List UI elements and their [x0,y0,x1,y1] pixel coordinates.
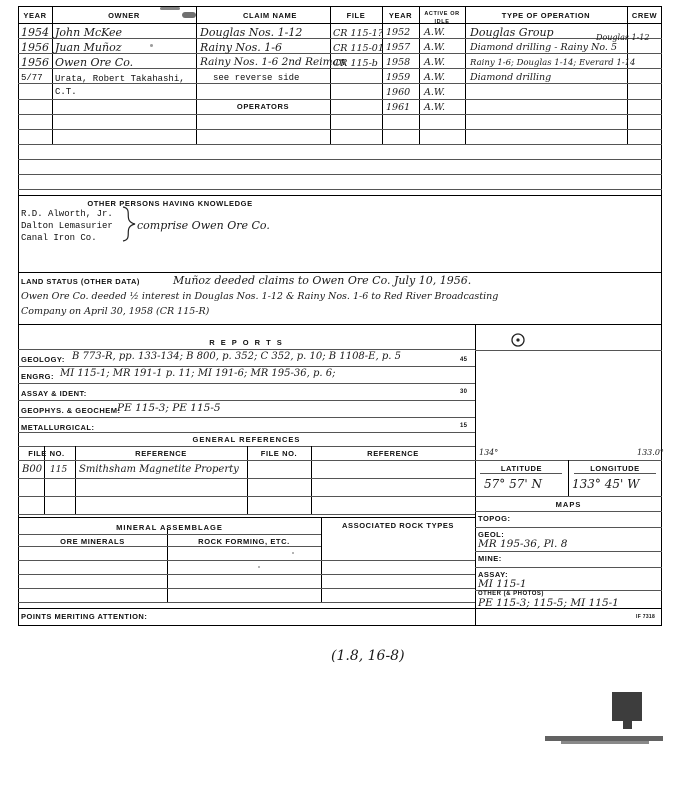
reports-rule-5 [18,432,475,433]
reports-title: R E P O R T S [209,338,284,347]
maps-rule-2 [475,551,662,552]
other-persons-note: comprise Owen Ore Co. [137,219,270,232]
ownership-row-4-year: 5/77 [21,73,43,83]
general-references-title: GENERAL REFERENCES [192,435,301,444]
assay-label: ASSAY: [478,570,509,579]
col-header-active-or-idle: ACTIVE OR IDLE [424,11,460,25]
reports-metallurgical-label: METALLURGICAL: [21,423,95,432]
ownership-row-1-claim: Douglas Nos. 1-12 [200,26,303,39]
col-header-crew: CREW [631,11,658,20]
ownership-row-1-owner: John McKee [55,26,123,39]
ownership-row-3-file: CR 115-b [333,58,378,69]
other-persons-label: OTHER PERSONS HAVING KNOWLEDGE [87,199,253,208]
mineral-title-rule [18,534,321,535]
other-persons-top-rule [18,195,662,196]
operators-label: OPERATORS [236,102,290,111]
row-rule-9 [18,159,662,160]
lat-tick-left: 134° [479,448,499,457]
reports-rule-4 [18,417,475,418]
genref-row-1-reference: Smithsham Magnetite Property [79,464,239,475]
col-divider-year2 [419,7,420,144]
mineral-rule-3 [18,588,475,589]
row-rule-10 [18,174,662,175]
reports-rule-3 [18,400,475,401]
longitude-value: 133° 45' W [572,477,640,491]
col-header-claim-name: CLAIM NAME [243,11,297,20]
maps-top-rule [475,496,662,497]
assay-value: MI 115-1 [478,578,527,590]
genref-header-file-no: FILE NO. [28,449,65,458]
geol-label: GEOL: [478,530,505,539]
row-rule-7 [18,129,662,130]
col-header-year2: YEAR [388,11,413,20]
rock-forming-label: ROCK FORMING, ETC. [198,537,290,546]
ownership-row-4-claim: see reverse side [213,73,300,83]
genref-rule-2 [18,496,475,497]
scan-artifact-tail [623,721,632,729]
scan-fleck-5 [160,7,180,10]
scan-fleck-1 [150,44,153,47]
operation-row-2-operation: Diamond drilling - Rainy No. 5 [470,42,618,53]
ownership-row-3-year: 1956 [21,56,49,69]
ownership-row-4-owner: Urata, Robert Takahashi, C.T. [55,74,185,97]
points-label: POINTS MERITING ATTENTION: [21,612,148,621]
row-rule-6 [18,114,662,115]
maps-label: MAPS [555,500,582,509]
reports-right-divider [475,324,476,626]
reports-engrg-label: ENGRG: [21,372,54,381]
operation-row-1-year: 1952 [386,27,411,38]
operation-row-1-active: A.W. [424,27,446,38]
row-rule-11 [18,189,662,190]
genref-rule-3 [18,514,475,515]
land-status-line-1: Muñoz deeded claims to Owen Ore Co. July 10, 1956. [173,274,472,287]
operation-row-2-active: A.W. [424,42,446,53]
reports-top-rule [18,324,662,325]
genref-header-reference-2: REFERENCE [367,449,419,458]
genref-rule-head [18,460,475,461]
col-header-year: YEAR [23,11,47,20]
operation-row-3-active: A.W. [424,57,446,68]
operation-row-3-operation: Rainy 1-6; Douglas 1-14; Everard 1-14 [470,58,636,68]
operation-row-4-operation: Diamond drilling [470,72,552,83]
ownership-row-1-file: CR 115-1? [333,28,383,39]
map-box-top-rule [475,350,662,351]
ownership-row-2-year: 1956 [21,41,49,54]
col-header-owner: OWNER [108,11,140,20]
ownership-row-1-year: 1954 [21,26,49,39]
ownership-row-2-file: CR 115-01 [333,43,384,54]
other-photos-label: OTHER (& PHOTOS) [478,591,544,597]
mineral-rule-1 [18,560,475,561]
genref-row-1-file-no: B00 [22,464,43,475]
reports-geology-value: B 773-R, pp. 133-134; B 800, p. 352; C 352, p. 10; B 1108-E, p. 5 [72,351,401,362]
ownership-row-3-claim: Rainy Nos. 1-6 2nd Reiman [200,56,346,68]
longitude-underline [574,473,656,474]
reports-geophys-value: PE 115-3; PE 115-5 [117,402,221,414]
col-divider-claim [330,7,331,144]
lat-tick-right: 133.0° [637,448,664,457]
operation-row-2-crew: Douglas 1-12 [596,33,650,42]
mineral-rule-2 [18,574,475,575]
mineral-rule-4 [18,602,475,603]
other-person-1: R.D. Alworth, Jr. [21,209,113,219]
operation-row-3-year: 1958 [386,57,411,68]
reports-geology-page: 45 [460,357,468,363]
col-header-type-of-operation: TYPE OF OPERATION [501,11,591,20]
operation-row-1-operation: Douglas Group [470,26,554,39]
mineral-rule-head [18,546,321,547]
operation-row-5-year: 1960 [386,87,411,98]
maps-rule-1 [475,527,662,528]
reports-geophys-label: GEOPHYS. & GEOCHEM: [21,406,121,415]
land-status-line-2: Owen Ore Co. deeded ½ interest in Douglas Nos. 1-12 & Rainy Nos. 1-6 to Red River Broadcasting [21,291,499,302]
reports-geology-label: GEOLOGY: [21,355,65,364]
mineral-assemblage-title: MINERAL ASSEMBLAGE [116,523,223,532]
header-rule [18,23,662,24]
land-status-line-3: Company on April 30, 1958 (CR 115-R) [21,306,210,317]
ownership-row-3-owner: Owen Ore Co. [55,56,134,69]
col-header-file: FILE [346,11,366,20]
land-status-top-rule [18,272,662,273]
other-photos-value: PE 115-3; 115-5; MI 115-1 [478,597,619,609]
brace-icon [120,205,140,243]
reports-assay-page: 30 [460,389,468,395]
land-status-label: LAND STATUS (OTHER DATA) [21,277,140,286]
operation-row-2-year: 1957 [386,42,411,53]
scan-fleck-3 [258,566,260,568]
reports-rule-1 [18,366,475,367]
reports-metallurgical-page: 15 [460,423,468,429]
col-divider-owner [196,7,197,144]
operation-row-6-year: 1961 [386,102,411,113]
other-person-3: Canal Iron Co. [21,233,97,243]
latitude-value: 57° 57' N [484,477,542,491]
genref-rule-1 [18,478,475,479]
genref-row-1-file-sub: 115 [50,465,68,475]
ore-minerals-label: ORE MINERALS [60,537,125,546]
map-marker-icon [507,332,529,348]
mine-label: MINE: [478,554,502,563]
other-person-2: Dalton Lemasurier [21,221,113,231]
reports-assay-label: ASSAY & IDENT: [21,389,87,398]
col-divider-crew [627,7,628,144]
ownership-row-2-claim: Rainy Nos. 1-6 [200,41,283,54]
genref-header-reference: REFERENCE [135,449,187,458]
row-rule-8 [18,144,662,145]
ownership-row-2-owner: Juan Muñoz [55,41,122,54]
geol-value: MR 195-36, Pl. 8 [478,538,568,550]
row-rule-5 [18,99,662,100]
form-code: IF 7318 [636,614,656,620]
col-divider-year [52,7,53,144]
col-divider-active [465,7,466,144]
scan-fleck-4 [182,12,196,18]
maps-rule-3 [475,567,662,568]
reports-rule-2 [18,383,475,384]
longitude-label: LONGITUDE [590,464,640,473]
scan-artifact-block [612,692,642,721]
mineral-top-rule [18,517,475,518]
scan-fleck-2 [292,552,294,554]
associated-rock-types-title: ASSOCIATED ROCK TYPES [341,521,455,530]
operation-row-5-active: A.W. [424,87,446,98]
topog-label: TOPOG: [478,514,511,523]
genref-header-file-no-2: FILE NO. [260,449,298,458]
operation-row-4-active: A.W. [424,72,446,83]
maps-rule-0 [475,511,662,512]
latitude-label: LATITUDE [500,464,543,473]
reports-engrg-value: MI 115-1; MR 191-1 p. 11; MI 191-6; MR 195-36, p. 6; [60,368,336,379]
reports-title-rule [18,349,475,350]
operation-row-6-active: A.W. [424,102,446,113]
bottom-annotation: (1.8, 16-8) [331,648,405,664]
operation-row-4-year: 1959 [386,72,411,83]
latitude-underline [480,473,562,474]
scan-artifact-streak-2 [561,741,649,744]
